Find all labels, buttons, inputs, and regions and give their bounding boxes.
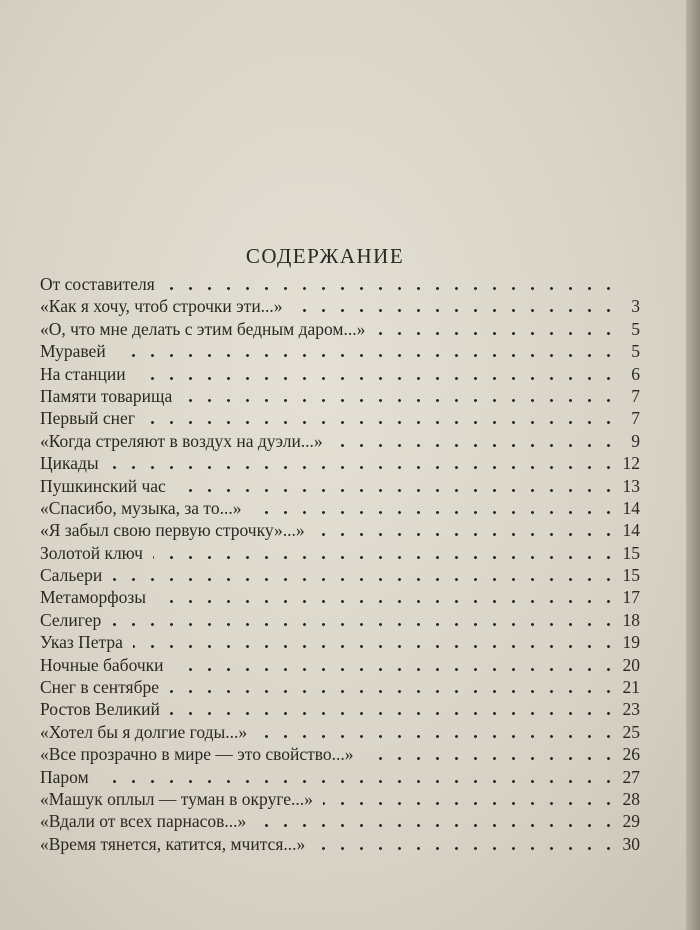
toc-leader-dots <box>182 399 618 402</box>
toc-entry-page: 25 <box>622 721 640 742</box>
toc-entry-page: 27 <box>622 766 640 787</box>
toc-entry <box>40 318 640 340</box>
toc-leader-dots <box>133 645 618 648</box>
toc-entry-title: Ростов Великий <box>40 699 160 720</box>
toc-entry-page: 14 <box>622 520 640 541</box>
toc-entry-title: «Я забыл свою первую строчку»...» <box>40 520 305 541</box>
toc-leader-dots <box>156 600 618 603</box>
toc-leader-dots <box>116 354 618 357</box>
toc-entry-page: 30 <box>622 833 640 854</box>
toc-entry-page: 5 <box>631 341 640 362</box>
toc-entry <box>40 676 640 698</box>
toc-entry-page: 15 <box>622 565 640 586</box>
toc-leader-dots <box>364 757 618 760</box>
toc-entry-page: 19 <box>622 632 640 653</box>
toc-entry-title: На станции <box>40 363 126 384</box>
toc-leader-dots <box>174 668 618 671</box>
toc-entry-title: Памяти товарища <box>40 385 173 406</box>
toc-entry-page: 14 <box>622 497 640 518</box>
toc-leader-dots <box>112 578 618 581</box>
toc-leader-dots <box>323 802 618 805</box>
toc-leader-dots <box>153 556 618 559</box>
toc-entry-title: «Машук оплыл — туман в округе...» <box>40 788 313 809</box>
toc-entry-title: Снег в сентябре <box>40 677 159 698</box>
toc-entry-title: «Как я хочу, чтоб строчки эти...» <box>40 296 283 317</box>
toc-entry-page: 9 <box>631 430 640 451</box>
toc-entry-title: Пушкинский час <box>40 475 166 496</box>
toc-entry-title: От составителя <box>40 274 155 294</box>
toc-entry-page: 28 <box>622 788 640 809</box>
toc-leader-dots <box>109 466 618 469</box>
toc-entry-page: 26 <box>622 744 640 765</box>
toc-entry <box>40 273 640 295</box>
toc-entry <box>40 654 640 676</box>
toc-entry-page: 15 <box>622 542 640 563</box>
toc-leader-dots <box>165 287 618 290</box>
toc-entry-page: 3 <box>631 296 640 317</box>
toc-entry-page: 17 <box>622 587 640 608</box>
toc-entry <box>40 586 640 608</box>
toc-entry-page: 29 <box>622 811 640 832</box>
toc-entry <box>40 385 640 407</box>
toc-entry <box>40 743 640 765</box>
toc-entry <box>40 766 640 788</box>
toc-entry-title: Сальери <box>40 565 103 586</box>
toc-entry-page: 7 <box>631 385 640 406</box>
toc-leader-dots <box>375 332 618 335</box>
toc-leader-dots <box>333 444 618 447</box>
toc-entry-title: «Спасибо, музыка, за то...» <box>40 497 242 518</box>
toc-entry-title: «Вдали от всех парнасов...» <box>40 811 247 832</box>
toc-entry-page: 13 <box>622 475 640 496</box>
toc-leader-dots <box>111 623 618 626</box>
toc-entry <box>40 833 640 855</box>
toc-entry <box>40 340 640 362</box>
toc-entry-title: Золотой ключ <box>40 542 143 563</box>
toc-entry-page: 12 <box>622 453 640 474</box>
toc-leader-dots <box>293 309 618 312</box>
toc-leader-dots <box>315 533 618 536</box>
toc-entry-title: Цикады <box>40 453 99 474</box>
toc-entry-title: Ночные бабочки <box>40 654 164 675</box>
toc-entry <box>40 452 640 474</box>
toc-entry-page: 21 <box>622 677 640 698</box>
toc-leader-dots <box>315 847 618 850</box>
toc-entry-title: «Хотел бы я долгие годы...» <box>40 721 248 742</box>
toc-entry-page: 5 <box>631 318 640 339</box>
toc-entry <box>40 363 640 385</box>
toc-entry <box>40 721 640 743</box>
toc-entry <box>40 609 640 631</box>
toc-entry-page: 7 <box>631 408 640 429</box>
toc-entry-title: Метаморфозы <box>40 587 147 608</box>
toc-entry-title: Муравей <box>40 341 106 362</box>
toc-entry <box>40 698 640 720</box>
toc-leader-dots <box>256 824 618 827</box>
page-edge <box>686 0 700 930</box>
toc-leader-dots <box>99 780 618 783</box>
toc-entry-title: Селигер <box>40 609 102 630</box>
toc-entry-page: 6 <box>631 363 640 384</box>
toc-entry <box>40 519 640 541</box>
toc-entry <box>40 631 640 653</box>
toc-entry-title: «О, что мне делать с этим бедным даром...» <box>40 318 366 339</box>
toc-leader-dots <box>169 690 618 693</box>
toc-entry-title: Первый снег <box>40 408 135 429</box>
toc-entry <box>40 430 640 452</box>
toc-leader-dots <box>251 511 618 514</box>
toc-leader-dots <box>176 489 618 492</box>
toc-leader-dots <box>257 735 618 738</box>
toc-leader-dots <box>145 421 618 424</box>
toc-entry-page: 20 <box>622 654 640 675</box>
toc-entry <box>40 497 640 519</box>
toc-entry <box>40 788 640 810</box>
toc-entry <box>40 564 640 586</box>
toc-entry-title: «Когда стреляют в воздух на дуэли...» <box>40 430 323 451</box>
toc-leader-dots <box>170 712 618 715</box>
toc-entry-title: «Время тянется, катится, мчится...» <box>40 833 306 854</box>
toc-entry-page: 23 <box>622 699 640 720</box>
toc-entry-title: «Все прозрачно в мире — это свойство...» <box>40 744 354 765</box>
toc-entry <box>40 810 640 832</box>
toc-entry-page: 18 <box>622 609 640 630</box>
toc-leader-dots <box>136 377 618 380</box>
toc-entry <box>40 295 640 317</box>
toc-list <box>40 273 640 855</box>
toc-entry-title: Паром <box>40 766 89 787</box>
toc-entry-title: Указ Петра <box>40 632 123 653</box>
toc-heading: СОДЕРЖАНИЕ <box>245 244 405 268</box>
toc-entry <box>40 407 640 429</box>
toc-entry <box>40 475 640 497</box>
toc-entry <box>40 542 640 564</box>
